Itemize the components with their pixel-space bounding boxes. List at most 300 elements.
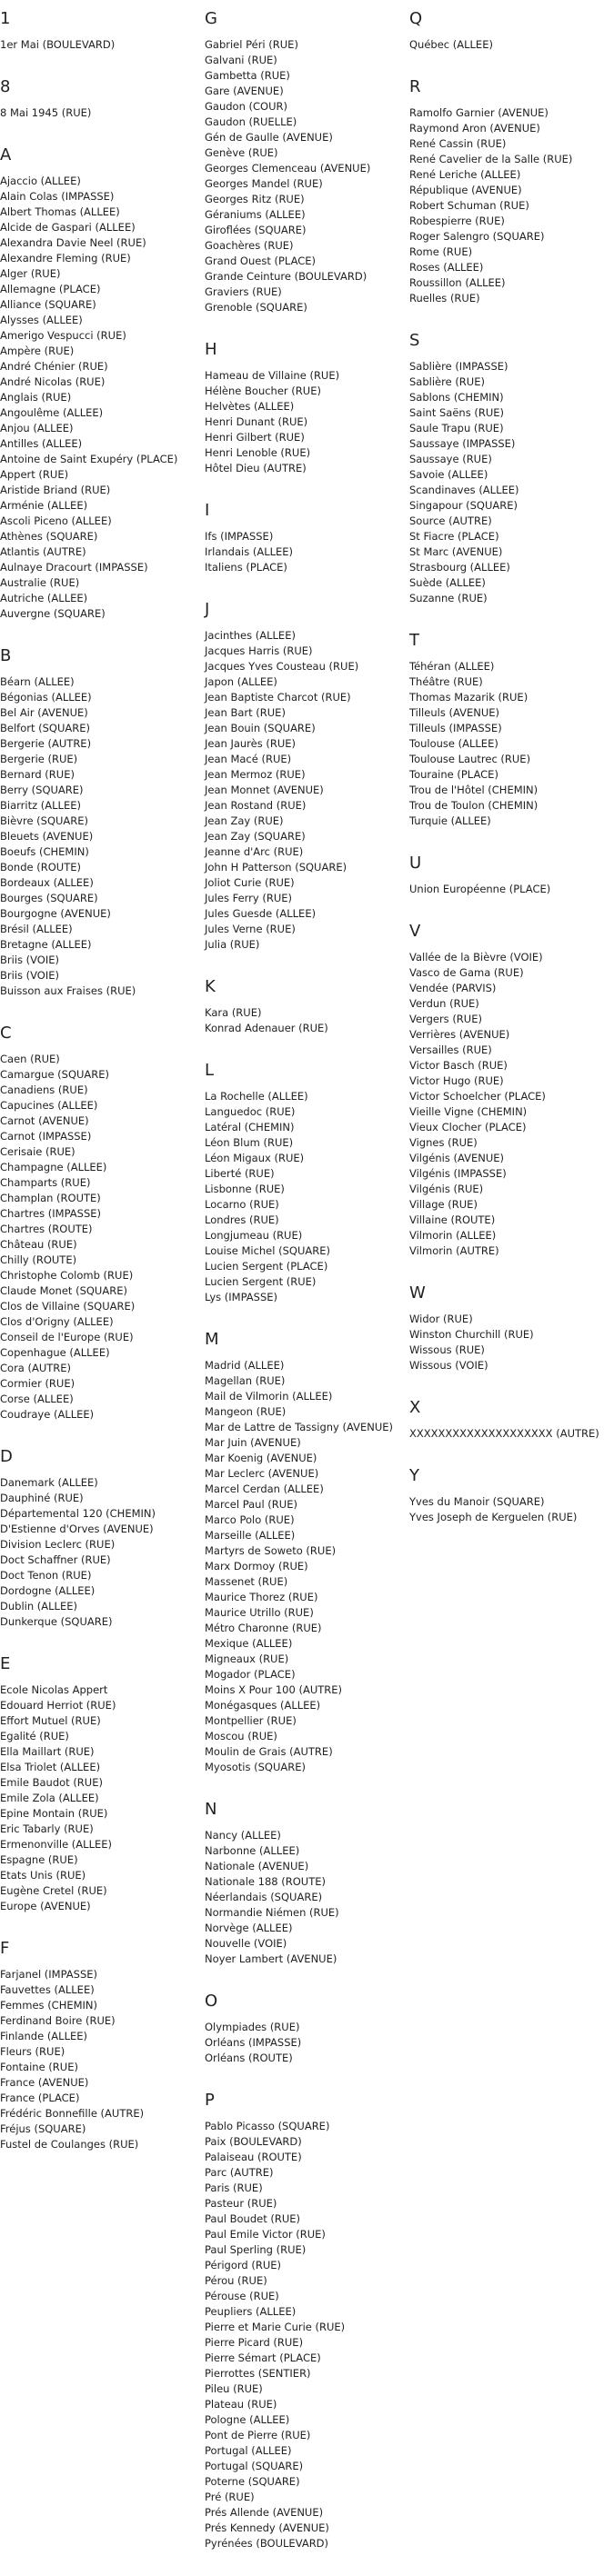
street-item: Chartres (ROUTE) xyxy=(0,1223,93,1235)
street-item: Néerlandais (SQUARE) xyxy=(205,1891,323,1903)
street-item: Saussaye (RUE) xyxy=(409,453,492,465)
street-item: Belfort (SQUARE) xyxy=(0,722,91,734)
street-list xyxy=(205,1828,405,1967)
street-item: Georges Ritz (RUE) xyxy=(205,193,305,205)
street-item: Auvergne (SQUARE) xyxy=(0,607,106,620)
street-item: René Leriche (ALLEE) xyxy=(409,168,521,181)
street-item: Gaudon (COUR) xyxy=(205,100,287,113)
street-item: Pré (RUE) xyxy=(205,2491,255,2503)
street-item: Bièvre (SQUARE) xyxy=(0,814,89,827)
street-item: Bel Air (AVENUE) xyxy=(0,706,88,719)
street-item: Jules Guesde (ALLEE) xyxy=(205,907,317,920)
street-list xyxy=(409,105,614,306)
street-item: Alain Colas (IMPASSE) xyxy=(0,190,115,203)
street-item: Bergerie (RUE) xyxy=(0,753,78,765)
street-item: Victor Basch (RUE) xyxy=(409,1059,508,1072)
street-item: Wissous (VOIE) xyxy=(409,1359,488,1372)
street-item: Bleuets (AVENUE) xyxy=(0,830,94,843)
street-item: Champagne (ALLEE) xyxy=(0,1161,107,1173)
street-item: Canadiens (RUE) xyxy=(0,1083,88,1096)
street-item: Départemental 120 (CHEMIN) xyxy=(0,1507,156,1520)
letter-section xyxy=(0,646,196,999)
street-item: Mail de Vilmorin (ALLEE) xyxy=(205,1390,333,1403)
street-item: Henri Gilbert (RUE) xyxy=(205,431,305,444)
street-item: Vilmorin (AUTRE) xyxy=(409,1244,499,1257)
street-item: Camargue (SQUARE) xyxy=(0,1068,110,1081)
street-item: Bégonias (ALLEE) xyxy=(0,691,92,704)
street-item: Jean Zay (SQUARE) xyxy=(205,830,306,843)
street-item: Emile Baudot (RUE) xyxy=(0,1776,103,1789)
street-item: Bonde (ROUTE) xyxy=(0,861,81,874)
street-item: Pierrottes (SENTIER) xyxy=(205,2367,311,2380)
street-item: Olympiades (RUE) xyxy=(205,2021,300,2033)
letter-section xyxy=(205,340,405,476)
street-item: Périgord (RUE) xyxy=(205,2259,281,2271)
section-letter-heading: I xyxy=(205,501,210,520)
street-item: Henri Dunant (RUE) xyxy=(205,415,308,428)
street-item: Epine Montain (RUE) xyxy=(0,1807,108,1820)
street-item: Norvège (ALLEE) xyxy=(205,1922,293,1934)
street-item: Ajaccio (ALLEE) xyxy=(0,175,81,187)
street-item: Arménie (ALLEE) xyxy=(0,499,88,512)
street-item: Nationale 188 (ROUTE) xyxy=(205,1875,326,1888)
street-item: Allemagne (PLACE) xyxy=(0,283,101,295)
street-item: Saint Saëns (RUE) xyxy=(409,406,504,419)
street-item: Bourgogne (AVENUE) xyxy=(0,907,111,920)
letter-section xyxy=(205,977,405,1036)
street-item: Hôtel Dieu (AUTRE) xyxy=(205,462,307,474)
street-item: Trou de Toulon (CHEMIN) xyxy=(409,799,539,812)
street-item: Marcel Paul (RUE) xyxy=(205,1498,297,1511)
street-item: Alexandre Fleming (RUE) xyxy=(0,252,131,265)
section-letter-heading: R xyxy=(409,77,421,96)
street-item: Albert Thomas (ALLEE) xyxy=(0,205,120,218)
street-item: Vallée de la Bièvre (VOIE) xyxy=(409,951,543,964)
street-item: Grenoble (SQUARE) xyxy=(205,301,307,314)
street-item: Magellan (RUE) xyxy=(205,1374,286,1387)
street-item: Sablière (IMPASSE) xyxy=(409,360,508,373)
street-item: Bergerie (AUTRE) xyxy=(0,737,92,750)
street-item: Chartres (IMPASSE) xyxy=(0,1207,102,1220)
street-list xyxy=(205,1089,405,1305)
street-item: Fréjus (SQUARE) xyxy=(0,2122,86,2135)
street-item: Plateau (RUE) xyxy=(205,2398,277,2411)
street-item: Paul Sperling (RUE) xyxy=(205,2243,307,2256)
street-item: Antoine de Saint Exupéry (PLACE) xyxy=(0,453,178,465)
street-item: Goachères (RUE) xyxy=(205,239,294,252)
street-item: Martyrs de Soweto (RUE) xyxy=(205,1544,337,1557)
street-item: Géraniums (ALLEE) xyxy=(205,208,306,221)
street-list xyxy=(205,1005,405,1036)
street-item: Pasteur (RUE) xyxy=(205,2197,277,2210)
street-item: Nouvelle (VOIE) xyxy=(205,1937,287,1950)
street-item: Egalité (RUE) xyxy=(0,1730,69,1742)
street-item: Tilleuls (AVENUE) xyxy=(409,706,499,719)
street-item: Jean Macé (RUE) xyxy=(205,753,292,765)
street-item: Victor Hugo (RUE) xyxy=(409,1074,504,1087)
street-item: Lucien Sergent (RUE) xyxy=(205,1275,317,1288)
street-item: Widor (RUE) xyxy=(409,1313,473,1325)
street-item: Léon Migaux (RUE) xyxy=(205,1152,305,1164)
street-item: Savoie (ALLEE) xyxy=(409,468,488,481)
street-item: Vergers (RUE) xyxy=(409,1013,482,1025)
section-letter-heading: L xyxy=(205,1061,215,1080)
letter-section xyxy=(409,331,614,606)
street-item: Union Européenne (PLACE) xyxy=(409,883,551,895)
street-item: Hameau de Villaine (RUE) xyxy=(205,369,340,382)
section-letter-heading: T xyxy=(409,631,419,650)
street-item: Vilmorin (ALLEE) xyxy=(409,1229,497,1242)
street-item: Suzanne (RUE) xyxy=(409,592,488,604)
street-list xyxy=(205,529,405,575)
street-list xyxy=(409,659,614,829)
section-letter-heading: O xyxy=(205,1992,218,2011)
street-item: Alcide de Gaspari (ALLEE) xyxy=(0,221,136,234)
street-item: Eugène Cretel (RUE) xyxy=(0,1884,107,1897)
street-item: Vilgénis (RUE) xyxy=(409,1183,484,1195)
street-item: Genève (RUE) xyxy=(205,146,278,159)
street-item: John H Patterson (SQUARE) xyxy=(205,861,347,874)
street-item: Emile Zola (ALLEE) xyxy=(0,1792,99,1804)
street-item: Jacinthes (ALLEE) xyxy=(205,629,296,642)
street-item: Alexandra Davie Neel (RUE) xyxy=(0,236,146,249)
street-item: St Marc (AVENUE) xyxy=(409,545,503,558)
street-item: Ifs (IMPASSE) xyxy=(205,530,274,543)
street-item: Paul Boudet (RUE) xyxy=(205,2212,301,2225)
street-item: Gaudon (RUELLE) xyxy=(205,115,297,128)
street-item: Vilgénis (IMPASSE) xyxy=(409,1167,507,1180)
street-item: René Cassin (RUE) xyxy=(409,137,507,150)
letter-section xyxy=(205,1330,405,1775)
street-item: République (AVENUE) xyxy=(409,184,522,196)
street-item: Jean Bouin (SQUARE) xyxy=(205,722,316,734)
letter-section xyxy=(205,1800,405,1967)
letter-section xyxy=(409,854,614,897)
street-item: 1er Mai (BOULEVARD) xyxy=(0,38,116,51)
street-item: Moins X Pour 100 (AUTRE) xyxy=(205,1683,342,1696)
street-item: Australie (RUE) xyxy=(0,576,80,589)
street-list xyxy=(0,105,196,121)
street-item: Ferdinand Boire (RUE) xyxy=(0,2014,116,2027)
section-letter-heading: A xyxy=(0,145,12,165)
index-column-1 xyxy=(0,9,196,2177)
street-item: Lucien Sergent (PLACE) xyxy=(205,1260,328,1273)
section-letter-heading: V xyxy=(409,922,421,941)
street-item: Fleurs (RUE) xyxy=(0,2045,65,2058)
letter-section xyxy=(409,631,614,829)
street-item: Robespierre (RUE) xyxy=(409,215,505,227)
street-item: Paris (RUE) xyxy=(205,2182,263,2194)
street-item: Anjou (ALLEE) xyxy=(0,422,74,434)
street-item: Fauvettes (ALLEE) xyxy=(0,1983,95,1996)
street-list xyxy=(205,1358,405,1775)
street-item: Alger (RUE) xyxy=(0,267,61,280)
street-item: St Fiacre (PLACE) xyxy=(409,530,499,543)
street-item: Mar de Lattre de Tassigny (AVENUE) xyxy=(205,1421,394,1433)
section-letter-heading: 1 xyxy=(0,9,11,28)
street-item: Marx Dormoy (RUE) xyxy=(205,1560,308,1573)
street-item: Vilgénis (AVENUE) xyxy=(409,1152,505,1164)
street-item: Cormier (RUE) xyxy=(0,1377,75,1390)
street-item: Mogador (PLACE) xyxy=(205,1668,296,1681)
section-letter-heading: N xyxy=(205,1800,217,1819)
street-item: Danemark (ALLEE) xyxy=(0,1476,98,1489)
street-item: André Nicolas (RUE) xyxy=(0,375,106,388)
street-item: Toulouse Lautrec (RUE) xyxy=(409,753,531,765)
street-list xyxy=(0,37,196,53)
street-item: Anglais (RUE) xyxy=(0,391,72,404)
street-item: Paix (BOULEVARD) xyxy=(205,2135,302,2148)
street-item: René Cavelier de la Salle (RUE) xyxy=(409,153,573,165)
letter-section xyxy=(0,77,196,121)
street-item: Québec (ALLEE) xyxy=(409,38,493,51)
street-item: Bordeaux (ALLEE) xyxy=(0,876,94,889)
street-item: Lys (IMPASSE) xyxy=(205,1291,278,1303)
street-item: Migneaux (RUE) xyxy=(205,1652,289,1665)
section-letter-heading: K xyxy=(205,977,216,996)
street-item: Wissous (RUE) xyxy=(409,1343,485,1356)
street-item: Jean Rostand (RUE) xyxy=(205,799,307,812)
letter-section xyxy=(0,9,196,53)
letter-section xyxy=(409,77,614,306)
street-item: Ermenonville (ALLEE) xyxy=(0,1838,112,1851)
street-item: Vieille Vigne (CHEMIN) xyxy=(409,1105,528,1118)
letter-section xyxy=(205,600,405,953)
street-item: Jean Baptiste Charcot (RUE) xyxy=(205,691,351,704)
street-item: Galvani (RUE) xyxy=(205,54,277,66)
street-item: Grande Ceinture (BOULEVARD) xyxy=(205,270,367,283)
street-item: Georges Clemenceau (AVENUE) xyxy=(205,162,371,175)
street-list xyxy=(0,1967,196,2152)
section-letter-heading: C xyxy=(0,1023,12,1043)
street-item: Jacques Yves Cousteau (RUE) xyxy=(205,660,359,673)
street-item: Pileu (RUE) xyxy=(205,2382,263,2395)
section-letter-heading: J xyxy=(205,600,210,619)
street-item: Doct Schaffner (RUE) xyxy=(0,1553,111,1566)
street-item: Raymond Aron (AVENUE) xyxy=(409,122,540,135)
street-item: Clos d'Origny (ALLEE) xyxy=(0,1315,114,1328)
street-item: Edouard Herriot (RUE) xyxy=(0,1699,116,1712)
street-item: Pierre et Marie Curie (RUE) xyxy=(205,2321,346,2333)
street-item: Paul Emile Victor (RUE) xyxy=(205,2228,326,2241)
street-item: Victor Schoelcher (PLACE) xyxy=(409,1090,546,1103)
section-letter-heading: Q xyxy=(409,9,423,28)
street-item: Toulouse (ALLEE) xyxy=(409,737,498,750)
street-item: 8 Mai 1945 (RUE) xyxy=(0,106,92,119)
street-item: Europe (AVENUE) xyxy=(0,1900,91,1912)
street-item: Vignes (RUE) xyxy=(409,1136,478,1149)
street-item: Berry (SQUARE) xyxy=(0,784,84,796)
section-letter-heading: M xyxy=(205,1330,219,1349)
street-item: Pérou (RUE) xyxy=(205,2274,267,2287)
street-item: Sablière (RUE) xyxy=(409,375,485,388)
street-item: Pologne (ALLEE) xyxy=(205,2413,290,2426)
street-item: Bourges (SQUARE) xyxy=(0,892,98,904)
index-column-2 xyxy=(205,9,405,2576)
letter-section xyxy=(409,1398,614,1442)
letter-section xyxy=(409,9,614,53)
street-item: Fontaine (RUE) xyxy=(0,2061,78,2073)
street-item: Turquie (ALLEE) xyxy=(409,814,491,827)
street-item: Graviers (RUE) xyxy=(205,285,282,298)
street-item: Roses (ALLEE) xyxy=(409,261,484,274)
section-letter-heading: G xyxy=(205,9,217,28)
street-item: Coudraye (ALLEE) xyxy=(0,1408,95,1421)
street-item: Jeanne d'Arc (RUE) xyxy=(205,845,304,858)
street-item: Pont de Pierre (RUE) xyxy=(205,2429,311,2441)
letter-section xyxy=(409,1466,614,1525)
street-item: Marcel Cerdan (ALLEE) xyxy=(205,1483,324,1495)
street-item: Louise Michel (SQUARE) xyxy=(205,1244,330,1257)
street-item: Téhéran (ALLEE) xyxy=(409,660,495,673)
street-item: Pyrénées (BOULEVARD) xyxy=(205,2537,329,2550)
street-item: Champlan (ROUTE) xyxy=(0,1192,101,1204)
street-item: Etats Unis (RUE) xyxy=(0,1869,86,1882)
street-item: Aristide Briand (RUE) xyxy=(0,484,111,496)
street-item: Konrad Adenauer (RUE) xyxy=(205,1022,328,1034)
street-item: Brésil (ALLEE) xyxy=(0,923,73,935)
street-item: Italiens (PLACE) xyxy=(205,561,287,574)
street-item: Locarno (RUE) xyxy=(205,1198,279,1211)
street-item: Champarts (RUE) xyxy=(0,1176,91,1189)
street-item: Pierre Picard (RUE) xyxy=(205,2336,304,2349)
street-item: Dublin (ALLEE) xyxy=(0,1600,77,1612)
section-letter-heading: U xyxy=(409,854,422,873)
street-item: Georges Mandel (RUE) xyxy=(205,177,323,190)
street-item: Amerigo Vespucci (RUE) xyxy=(0,329,126,342)
street-item: Tilleuls (IMPASSE) xyxy=(409,722,502,734)
street-item: Portugal (SQUARE) xyxy=(205,2460,304,2472)
street-item: Vendée (PARVIS) xyxy=(409,982,497,994)
street-item: Gén de Gaulle (AVENUE) xyxy=(205,131,333,144)
street-list xyxy=(409,37,614,53)
street-item: Espagne (RUE) xyxy=(0,1853,78,1866)
street-list xyxy=(205,37,405,315)
street-item: Lisbonne (RUE) xyxy=(205,1183,285,1195)
street-item: Alysses (ALLEE) xyxy=(0,314,83,326)
street-item: Longjumeau (RUE) xyxy=(205,1229,303,1242)
street-item: Saule Trapu (RUE) xyxy=(409,422,504,434)
street-item: Kara (RUE) xyxy=(205,1006,262,1019)
street-item: Winston Churchill (RUE) xyxy=(409,1328,534,1341)
section-letter-heading: E xyxy=(0,1654,11,1673)
street-list xyxy=(205,368,405,476)
street-item: Carnot (IMPASSE) xyxy=(0,1130,92,1143)
street-item: Copenhague (ALLEE) xyxy=(0,1346,110,1359)
street-item: Effort Mutuel (RUE) xyxy=(0,1714,101,1727)
street-list xyxy=(0,674,196,999)
street-item: Farjanel (IMPASSE) xyxy=(0,1968,98,1981)
street-item: Finlande (ALLEE) xyxy=(0,2030,88,2042)
street-item: Nationale (AVENUE) xyxy=(205,1860,309,1872)
street-item: Verrières (AVENUE) xyxy=(409,1028,510,1041)
street-list xyxy=(409,359,614,606)
street-item: Jean Jaurès (RUE) xyxy=(205,737,297,750)
street-item: Léon Blum (RUE) xyxy=(205,1136,294,1149)
letter-section xyxy=(0,1939,196,2152)
street-list xyxy=(205,628,405,953)
street-list xyxy=(409,950,614,1259)
street-item: Capucines (ALLEE) xyxy=(0,1099,98,1112)
street-item: Portugal (ALLEE) xyxy=(205,2444,292,2457)
letter-section xyxy=(409,922,614,1259)
street-item: Corse (ALLEE) xyxy=(0,1393,74,1405)
street-item: Mangeon (RUE) xyxy=(205,1405,287,1418)
street-item: Maurice Utrillo (RUE) xyxy=(205,1606,314,1619)
street-item: Cerisaie (RUE) xyxy=(0,1145,75,1158)
street-item: Pérouse (RUE) xyxy=(205,2290,279,2302)
street-item: Ampère (RUE) xyxy=(0,344,75,357)
letter-section xyxy=(0,1654,196,1914)
street-item: Saussaye (IMPASSE) xyxy=(409,437,516,450)
street-item: Dunkerque (SQUARE) xyxy=(0,1615,113,1628)
street-item: Jean Bart (RUE) xyxy=(205,706,286,719)
street-item: Monégasques (ALLEE) xyxy=(205,1699,321,1712)
street-item: Pablo Picasso (SQUARE) xyxy=(205,2120,330,2132)
street-item: Briis (VOIE) xyxy=(0,969,60,982)
street-list xyxy=(205,2020,405,2066)
street-item: Prés Kennedy (AVENUE) xyxy=(205,2521,329,2534)
street-item: Joliot Curie (RUE) xyxy=(205,876,295,889)
street-item: Mexique (ALLEE) xyxy=(205,1637,293,1650)
street-item: Christophe Colomb (RUE) xyxy=(0,1269,134,1282)
street-item: Vieux Clocher (PLACE) xyxy=(409,1121,527,1133)
street-item: Moulin de Grais (AUTRE) xyxy=(205,1745,333,1758)
street-item: Touraine (PLACE) xyxy=(409,768,498,781)
street-item: Roussillon (ALLEE) xyxy=(409,276,506,289)
street-item: Division Leclerc (RUE) xyxy=(0,1538,116,1551)
street-item: Eric Tabarly (RUE) xyxy=(0,1822,94,1835)
street-item: Biarritz (ALLEE) xyxy=(0,799,81,812)
street-item: D'Estienne d'Orves (AVENUE) xyxy=(0,1523,154,1535)
street-list xyxy=(0,174,196,622)
street-item: Jules Ferry (RUE) xyxy=(205,892,293,904)
street-item: Jean Mermoz (RUE) xyxy=(205,768,306,781)
street-item: Poterne (SQUARE) xyxy=(205,2475,300,2488)
street-list xyxy=(205,2119,405,2551)
street-list xyxy=(0,1475,196,1630)
street-item: Jacques Harris (RUE) xyxy=(205,644,313,657)
street-item: Villaine (ROUTE) xyxy=(409,1213,496,1226)
section-letter-heading: X xyxy=(409,1398,421,1417)
street-item: Gabriel Péri (RUE) xyxy=(205,38,298,51)
section-letter-heading: F xyxy=(0,1939,10,1958)
street-item: Jean Monnet (AVENUE) xyxy=(205,784,324,796)
street-item: Clos de Villaine (SQUARE) xyxy=(0,1300,136,1313)
section-letter-heading: S xyxy=(409,331,420,350)
street-item: Doct Tenon (RUE) xyxy=(0,1569,92,1582)
street-list xyxy=(0,1682,196,1914)
street-item: Athènes (SQUARE) xyxy=(0,530,98,543)
letter-section xyxy=(409,1283,614,1373)
street-item: Cora (AUTRE) xyxy=(0,1362,72,1374)
street-item: Rome (RUE) xyxy=(409,245,473,258)
street-item: Buisson aux Fraises (RUE) xyxy=(0,984,136,997)
street-item: Aulnaye Dracourt (IMPASSE) xyxy=(0,561,148,574)
letter-section xyxy=(0,1023,196,1423)
street-item: Orléans (ROUTE) xyxy=(205,2052,293,2064)
street-item: Montpellier (RUE) xyxy=(205,1714,297,1727)
street-item: Julia (RUE) xyxy=(205,938,260,951)
letter-section xyxy=(205,2091,405,2551)
street-list xyxy=(409,882,614,897)
street-item: Nancy (ALLEE) xyxy=(205,1829,281,1842)
street-item: Elsa Triolet (ALLEE) xyxy=(0,1761,101,1773)
street-item: Source (AUTRE) xyxy=(409,514,492,527)
street-item: Bretagne (ALLEE) xyxy=(0,938,92,951)
street-list xyxy=(409,1312,614,1373)
street-item: Robert Schuman (RUE) xyxy=(409,199,529,212)
